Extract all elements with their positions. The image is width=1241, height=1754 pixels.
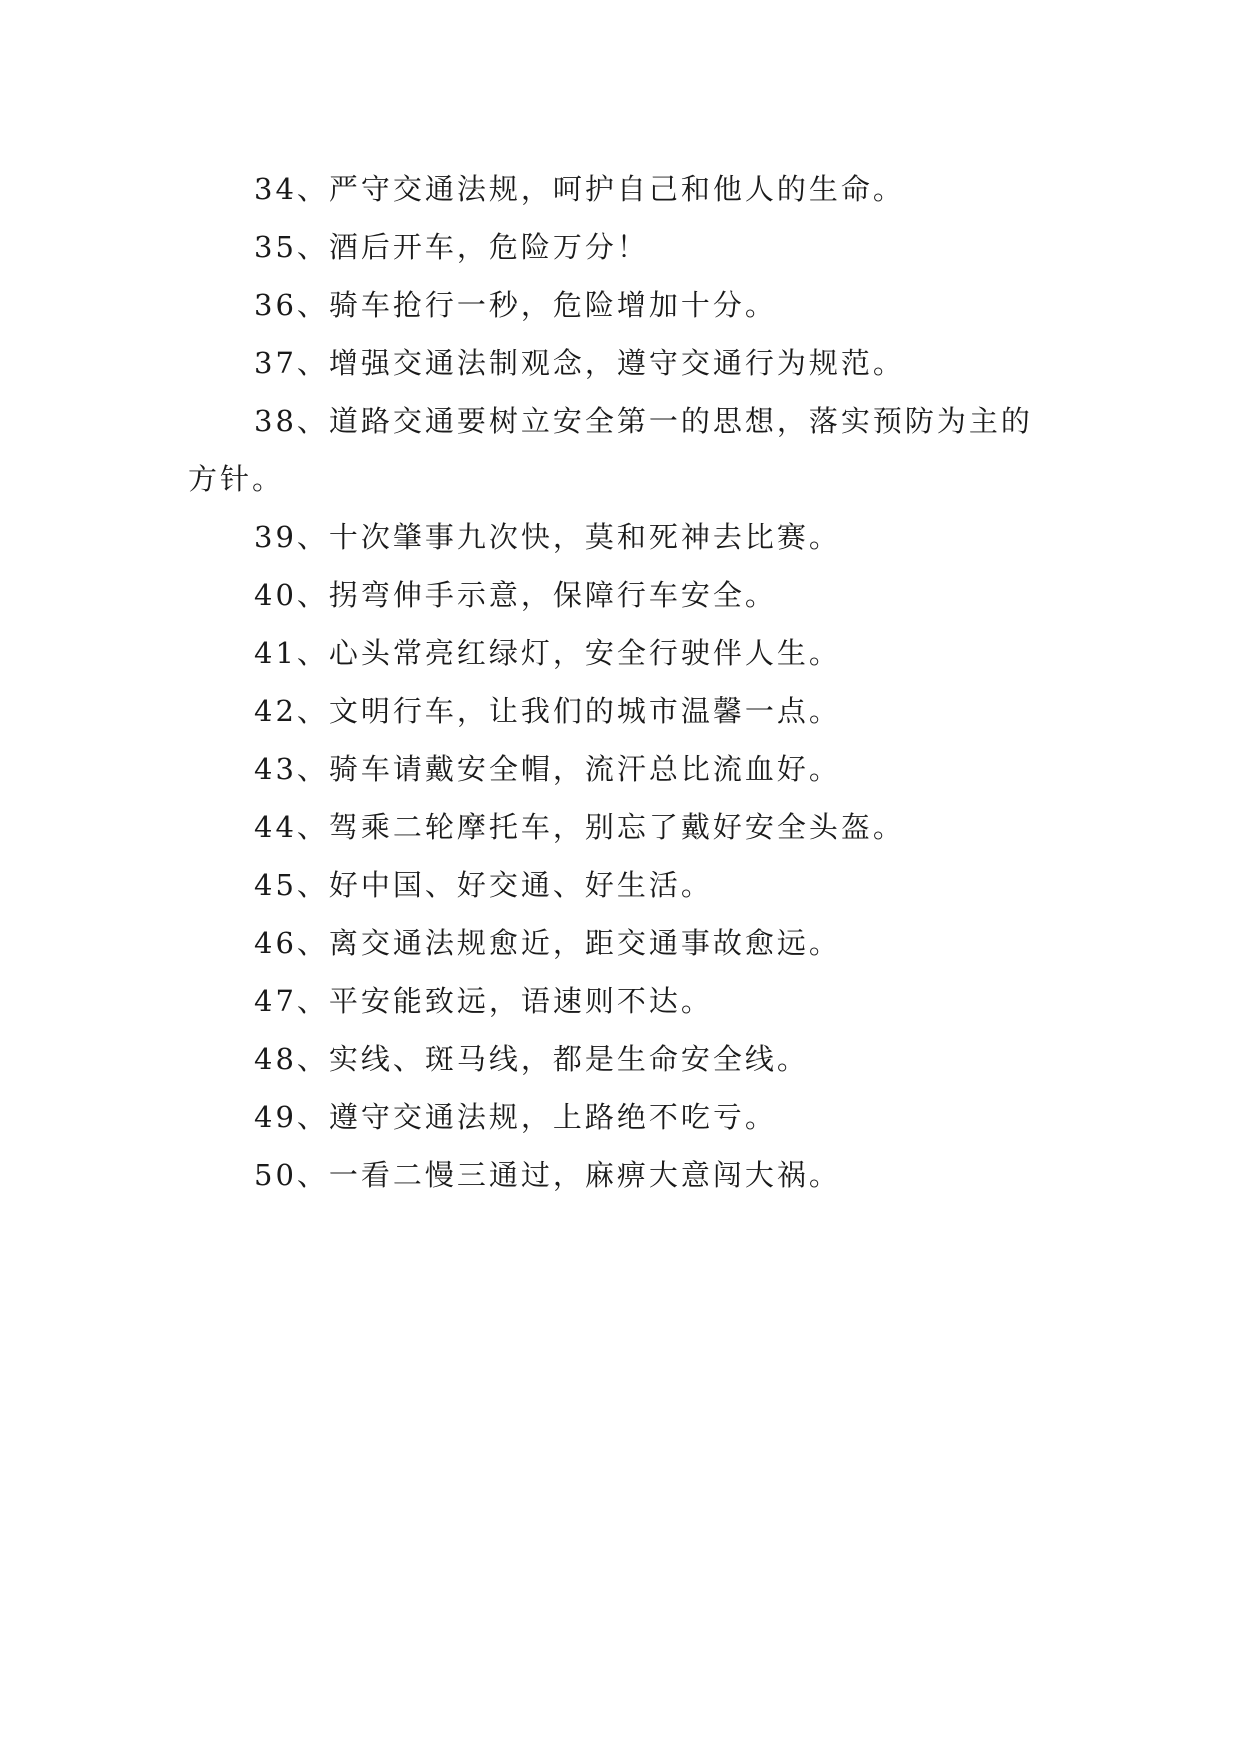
list-item: 42、文明行车，让我们的城市温馨一点。 (254, 694, 841, 728)
list-item: 44、驾乘二轮摩托车，别忘了戴好安全头盔。 (254, 810, 905, 844)
list-item: 45、好中国、好交通、好生活。 (254, 868, 713, 902)
slogan-list (188, 160, 1056, 1204)
list-item: 41、心头常亮红绿灯，安全行驶伴人生。 (254, 636, 841, 670)
list-item: 38、道路交通要树立安全第一的思想，落实预防为主的方针。 (188, 404, 1033, 496)
list-item: 36、骑车抢行一秒，危险增加十分。 (254, 288, 777, 322)
list-item: 49、遵守交通法规，上路绝不吃亏。 (254, 1100, 777, 1134)
list-item: 43、骑车请戴安全帽，流汗总比流血好。 (254, 752, 841, 786)
list-item: 35、酒后开车，危险万分！ (254, 230, 649, 264)
list-item: 37、增强交通法制观念，遵守交通行为规范。 (254, 346, 905, 380)
list-item: 39、十次肇事九次快，莫和死神去比赛。 (254, 520, 841, 554)
list-item: 48、实线、斑马线，都是生命安全线。 (254, 1042, 809, 1076)
list-item: 40、拐弯伸手示意，保障行车安全。 (254, 578, 777, 612)
list-item: 46、离交通法规愈近，距交通事故愈远。 (254, 926, 841, 960)
list-item: 47、平安能致远，语速则不达。 (254, 984, 713, 1018)
list-item: 34、严守交通法规，呵护自己和他人的生命。 (254, 172, 905, 206)
list-item: 50、一看二慢三通过，麻痹大意闯大祸。 (254, 1158, 841, 1192)
